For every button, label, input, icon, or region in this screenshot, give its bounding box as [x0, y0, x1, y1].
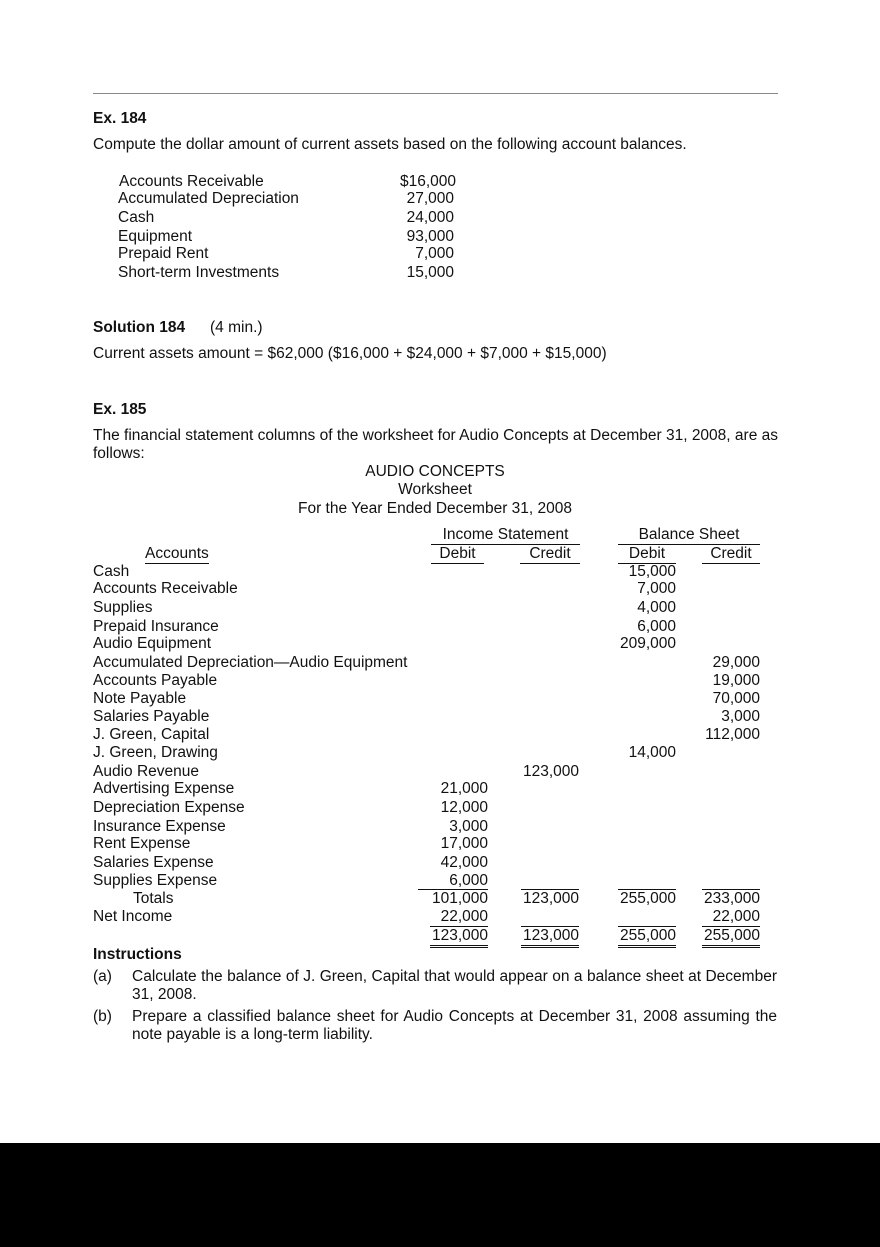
row-account: Accounts Receivable	[93, 580, 238, 597]
ex185-title: Ex. 185	[93, 401, 147, 418]
row-account: Rent Expense	[93, 835, 191, 852]
row-is-debit: 12,000	[440, 799, 488, 816]
net-income-label: Net Income	[93, 908, 173, 925]
row-bs-credit: 3,000	[721, 708, 760, 725]
row-is-debit: 17,000	[440, 835, 488, 852]
solution184-title: Solution 184	[93, 319, 186, 336]
totals-bs-credit: 233,000	[703, 890, 760, 907]
ex184-title: Ex. 184	[93, 110, 147, 127]
worksheet-period: For the Year Ended December 31, 2008	[297, 500, 573, 517]
row-account: Supplies Expense	[93, 872, 218, 889]
balance-amount: 7,000	[415, 245, 454, 262]
header-balance-sheet: Balance Sheet	[618, 526, 760, 545]
solution184-text: Current assets amount = $62,000 ($16,000 + $24,000 + $7,000 + $15,000)	[93, 345, 607, 362]
ex184-prompt: Compute the dollar amount of current assets based on the following account balances.	[93, 136, 687, 153]
instruction-text: Calculate the balance of J. Green, Capital that would appear on a balance sheet at December 31, 2008.	[132, 968, 777, 1003]
row-bs-debit: 14,000	[628, 744, 676, 761]
row-account: Advertising Expense	[93, 780, 235, 797]
top-rule	[93, 93, 778, 94]
bottom-black-band	[0, 1143, 880, 1247]
worksheet-name: Worksheet	[398, 481, 472, 498]
totals-is-credit: 123,000	[522, 890, 579, 907]
row-account: Salaries Payable	[93, 708, 210, 725]
balance-account: Accumulated Depreciation	[118, 190, 299, 207]
final-bs-debit: 255,000	[618, 926, 676, 948]
balance-account: Accounts Receivable	[119, 173, 264, 190]
totals-bs-debit: 255,000	[619, 890, 676, 907]
header-is-credit: Credit	[520, 545, 580, 564]
balance-amount: 93,000	[406, 228, 454, 245]
row-bs-debit: 209,000	[619, 635, 676, 652]
header-is-debit: Debit	[431, 545, 484, 564]
worksheet-company: AUDIO CONCEPTS	[365, 463, 505, 480]
balance-account: Cash	[118, 209, 155, 226]
balance-amount: 27,000	[406, 190, 454, 207]
row-account: Insurance Expense	[93, 818, 226, 835]
header-income-statement: Income Statement	[431, 526, 580, 545]
totals-label: Totals	[133, 890, 174, 907]
instruction-label: (a)	[93, 968, 112, 985]
row-account: Accumulated Depreciation—Audio Equipment	[93, 654, 408, 671]
ex185-prompt: The financial statement columns of the worksheet for Audio Concepts at December 31, 2008, are as follows:	[93, 427, 778, 462]
row-is-debit: 21,000	[440, 780, 488, 797]
row-account: J. Green, Drawing	[93, 744, 218, 761]
solution184-time: (4 min.)	[210, 319, 263, 336]
row-account: Accounts Payable	[93, 672, 218, 689]
net-income-is-debit: 22,000	[440, 908, 488, 925]
row-account: J. Green, Capital	[93, 726, 210, 743]
row-account: Salaries Expense	[93, 854, 214, 871]
row-account: Prepaid Insurance	[93, 618, 219, 635]
net-income-bs-credit: 22,000	[712, 908, 760, 925]
header-accounts: Accounts	[145, 545, 209, 562]
balance-account: Prepaid Rent	[118, 245, 209, 262]
row-account: Cash	[93, 563, 130, 580]
row-account: Depreciation Expense	[93, 799, 245, 816]
row-is-debit: 6,000	[449, 872, 488, 889]
row-bs-credit: 70,000	[712, 690, 760, 707]
row-bs-debit: 6,000	[637, 618, 676, 635]
row-is-debit: 42,000	[440, 854, 488, 871]
row-bs-credit: 29,000	[712, 654, 760, 671]
row-account: Audio Revenue	[93, 763, 199, 780]
row-account: Supplies	[93, 599, 153, 616]
row-bs-debit: 4,000	[637, 599, 676, 616]
balance-amount: $16,000	[399, 173, 456, 190]
row-bs-credit: 112,000	[705, 726, 760, 743]
instructions-title: Instructions	[93, 946, 182, 963]
balance-amount: 24,000	[406, 209, 454, 226]
final-is-credit: 123,000	[521, 926, 579, 948]
row-bs-debit: 15,000	[628, 563, 676, 580]
instruction-text: Prepare a classified balance sheet for Audio Concepts at December 31, 2008 assuming the note payable is a long-term liability.	[132, 1008, 777, 1043]
header-bs-debit: Debit	[618, 545, 676, 564]
final-bs-credit: 255,000	[702, 926, 760, 948]
totals-is-debit: 101,000	[418, 889, 488, 908]
row-bs-credit: 19,000	[712, 672, 760, 689]
header-bs-credit: Credit	[702, 545, 760, 564]
row-bs-debit: 7,000	[637, 580, 676, 597]
final-is-debit: 123,000	[430, 926, 488, 948]
instruction-label: (b)	[93, 1008, 112, 1025]
row-is-debit: 3,000	[449, 818, 488, 835]
balance-account: Equipment	[118, 228, 193, 245]
row-account: Note Payable	[93, 690, 187, 707]
row-is-credit: 123,000	[522, 763, 579, 780]
row-account: Audio Equipment	[93, 635, 212, 652]
balance-amount: 15,000	[406, 264, 454, 281]
balance-account: Short-term Investments	[118, 264, 280, 281]
